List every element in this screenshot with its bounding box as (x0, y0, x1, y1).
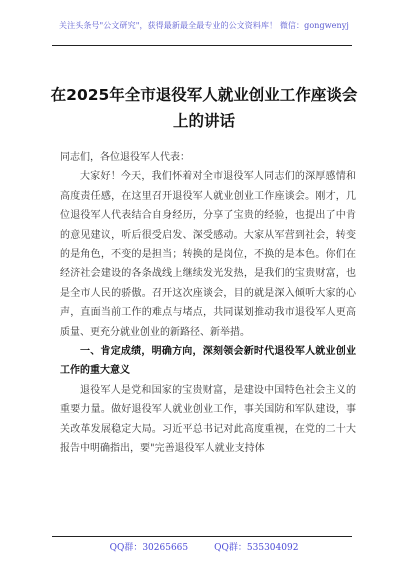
footer-divider (52, 536, 352, 537)
document-title (40, 82, 368, 134)
paragraph-2: 退役军人是党和国家的宝贵财富，是建设中国特色社会主义的重要力量。做好退役军人就业创业工作，事关国防和军队建设，事关改革发展稳定大局。习近平总书记对此高度重视，在党的二十大报告中明确指出，要"完善退役军人就业支持体 (60, 384, 356, 455)
header-divider (52, 45, 352, 46)
document-body (60, 148, 356, 459)
footer-qq-group-1: QQ群：30265665 (109, 543, 189, 553)
title-line-2: 上的讲话 (172, 112, 235, 130)
paragraph-1: 大家好！今天，我们怀着对全市退役军人同志们的深厚感情和高度责任感，在这里召开退役军人就业创业工作座谈会。刚才，几位退役军人代表结合自身经历，分享了宝贵的经验，也提出了中肯的意见建议，听后很受启发、深受感动。大家从军营到社会，转变的是角色，不变的是担当；转换的是岗位，不换的是本色。你们在经济社会建设的各条战线上继续发光发热，是我们的宝贵财富，也是全市人民的骄傲。召开这次座谈会，目的就是深入倾听大家的心声，直面当前工作的难点与堵点，共同谋划推动我市退役军人更高质量、更充分就业创业的新路径、新举措。 (60, 171, 356, 338)
salutation: 同志们，各位退役军人代表： (60, 152, 190, 163)
header-banner: 关注头条号"公文研究"，获得最新最全最专业的公文资料库！ 微信：gongwenyj (59, 21, 349, 30)
footer-qq-group-2: QQ群：535304092 (214, 543, 299, 553)
title-line-1: 在2025年全市退役军人就业创业工作座谈会 (50, 86, 358, 104)
footer (0, 540, 408, 553)
section-heading-1: 一、肯定成绩，明确方向，深刻领会新时代退役军人就业创业工作的重大意义 (60, 346, 356, 377)
